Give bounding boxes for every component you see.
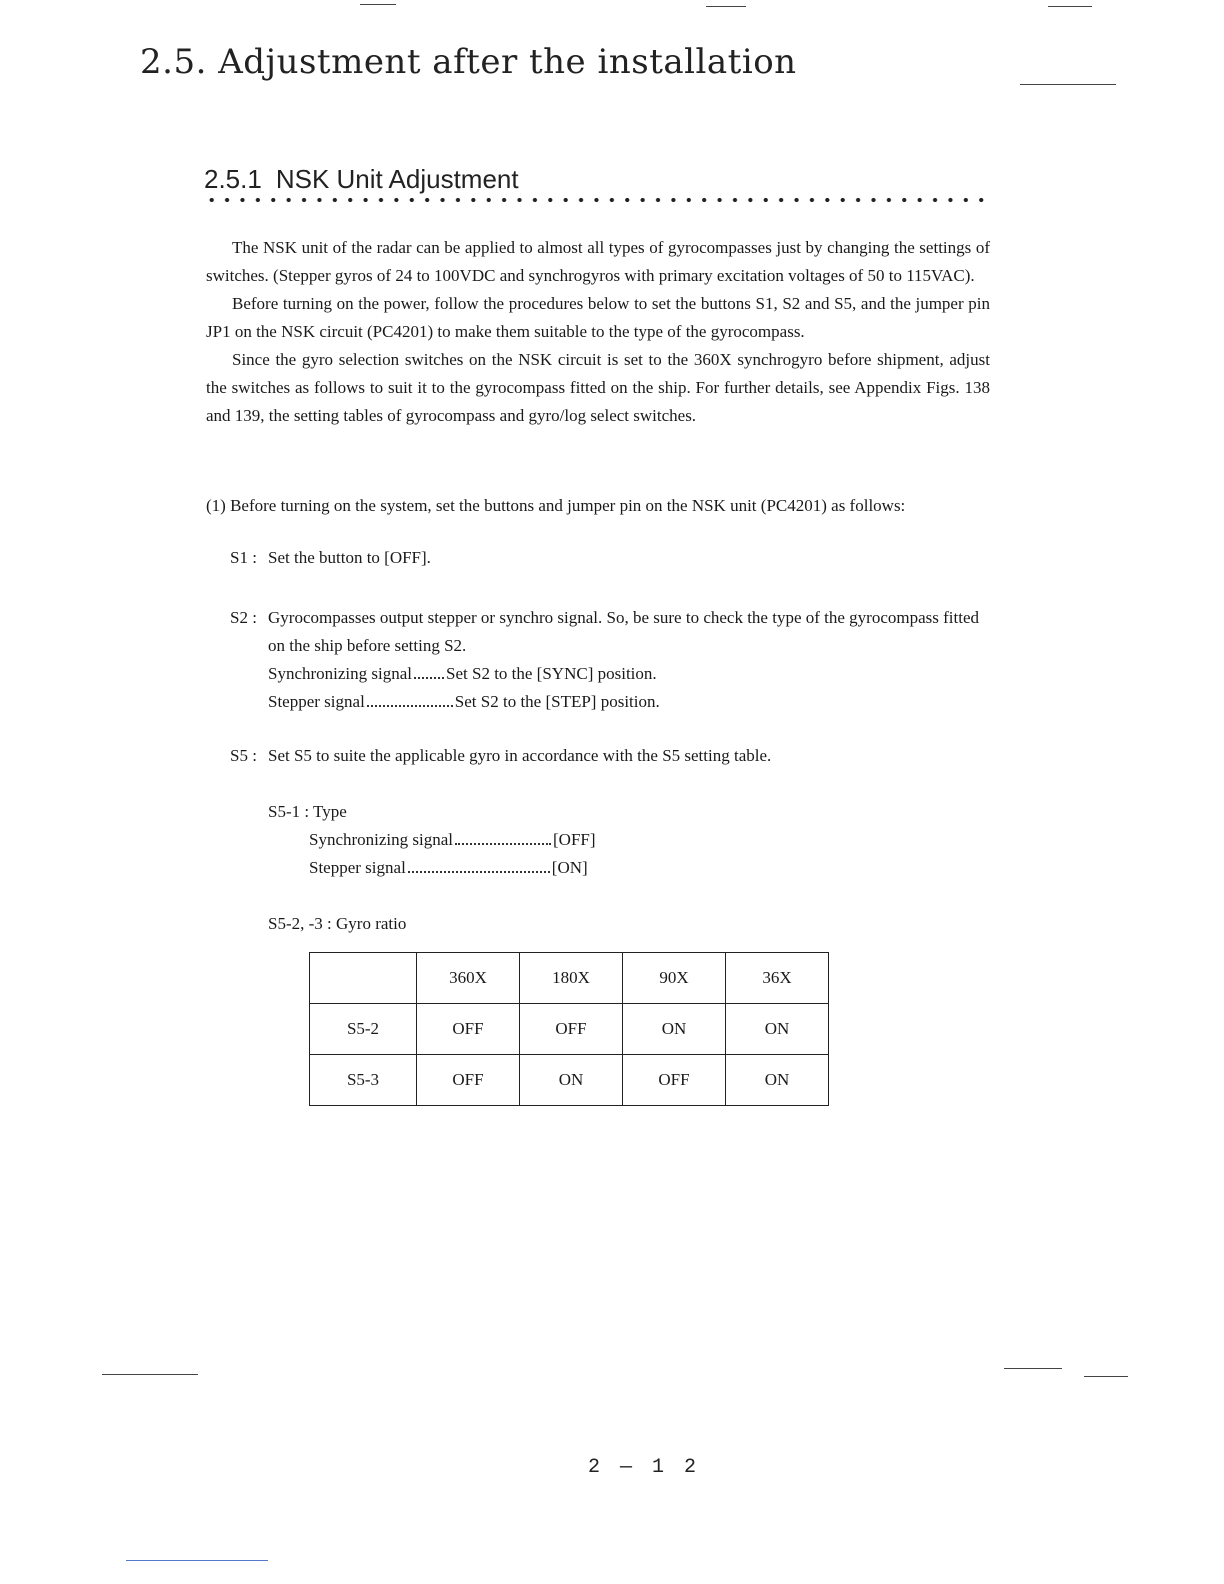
switch-text: Set the button to [OFF]. xyxy=(268,548,431,567)
step-label: Stepper signal xyxy=(268,692,365,711)
switch-label: S5 : xyxy=(230,746,257,765)
subsection-number: 2.5.1 xyxy=(204,164,262,194)
sync-value: Set S2 to the [SYNC] position. xyxy=(446,664,657,683)
dotted-rule xyxy=(204,197,990,203)
subsection-title: NSK Unit Adjustment xyxy=(275,164,519,194)
table-cell: OFF xyxy=(417,1004,520,1055)
table-cell: S5-3 xyxy=(310,1055,417,1106)
section-title: Adjustment after the installation xyxy=(218,42,797,82)
leader-dots xyxy=(455,835,551,845)
leader-dots xyxy=(367,697,453,707)
table-cell: ON xyxy=(726,1004,829,1055)
gyro-ratio-table xyxy=(309,952,829,1106)
s5-23-heading: S5-2, -3 : Gyro ratio xyxy=(268,914,407,933)
sync-value: [OFF] xyxy=(553,830,596,849)
step-label: Stepper signal xyxy=(309,858,406,877)
intro-paragraphs xyxy=(206,234,990,430)
switch-s1 xyxy=(230,544,431,572)
step-value: [ON] xyxy=(551,858,588,877)
sync-label: Synchronizing signal xyxy=(268,664,413,683)
scan-mark xyxy=(126,1560,268,1561)
sync-label: Synchronizing signal xyxy=(309,830,454,849)
table-row xyxy=(310,1055,829,1106)
scan-mark xyxy=(706,6,746,7)
subsection-heading xyxy=(204,164,990,203)
scan-mark xyxy=(102,1374,198,1375)
paragraph: Since the gyro selection switches on the NSK circuit is set to the 360X synchrogyro before shipment, adjust the switches as follows to suit it to the gyrocompass fitted on the ship. For further details, see Appendix Figs. 138 and 139, the setting tables of gyrocompass and gyro/log select switches. xyxy=(206,350,990,425)
scan-mark xyxy=(360,4,396,5)
section-heading xyxy=(140,42,797,82)
step-value: Set S2 to the [STEP] position. xyxy=(454,692,660,711)
switch-s2 xyxy=(230,604,990,716)
table-cell: OFF xyxy=(520,1004,623,1055)
table-header-cell: 180X xyxy=(520,953,623,1004)
table-cell: OFF xyxy=(623,1055,726,1106)
table-header-cell: 360X xyxy=(417,953,520,1004)
table-cell: ON xyxy=(726,1055,829,1106)
table-cell: ON xyxy=(520,1055,623,1106)
s5-1-heading: S5-1 : Type xyxy=(268,802,347,821)
leader-dots xyxy=(408,863,550,873)
table-cell: ON xyxy=(623,1004,726,1055)
s5-1-step-row xyxy=(309,854,596,882)
section-number: 2.5. xyxy=(140,42,207,82)
paragraph: The NSK unit of the radar can be applied to almost all types of gyrocompasses just by changing the settings of switches. (Stepper gyros of 24 to 100VDC and synchrogyros with primary excitation voltages of 50 to 115VAC). xyxy=(206,238,990,285)
s2-step-row xyxy=(268,688,990,716)
table-header-cell: 36X xyxy=(726,953,829,1004)
table-row xyxy=(310,1004,829,1055)
s5-1-sync-row xyxy=(309,826,596,854)
leader-dots xyxy=(414,669,444,679)
switch-s5 xyxy=(230,742,990,770)
switch-text: Set S5 to suite the applicable gyro in accordance with the S5 setting table. xyxy=(268,746,772,765)
table-cell: S5-2 xyxy=(310,1004,417,1055)
table-header-cell: 90X xyxy=(623,953,726,1004)
page-number: 2 — 1 2 xyxy=(588,1456,701,1479)
scan-mark xyxy=(1084,1376,1128,1377)
scan-mark xyxy=(1020,84,1116,85)
switch-label: S1 : xyxy=(230,548,257,567)
table-cell: OFF xyxy=(417,1055,520,1106)
table-header-row xyxy=(310,953,829,1004)
scan-mark xyxy=(1004,1368,1062,1369)
switch-text: Gyrocompasses output stepper or synchro signal. So, be sure to check the type of the gyrocompass fitted on the ship before setting S2. xyxy=(268,608,980,655)
s2-sync-row xyxy=(268,660,990,688)
step-1: (1) Before turning on the system, set the buttons and jumper pin on the NSK unit (PC4201) as follows: xyxy=(206,496,906,515)
paragraph: Before turning on the power, follow the procedures below to set the buttons S1, S2 and S5, and the jumper pin JP1 on the NSK circuit (PC4201) to make them suitable to the type of the gyrocompass. xyxy=(206,294,990,341)
switch-label: S2 : xyxy=(230,608,257,627)
scan-mark xyxy=(1048,6,1092,7)
table-header-cell xyxy=(310,953,417,1004)
s5-1-type xyxy=(268,798,596,882)
